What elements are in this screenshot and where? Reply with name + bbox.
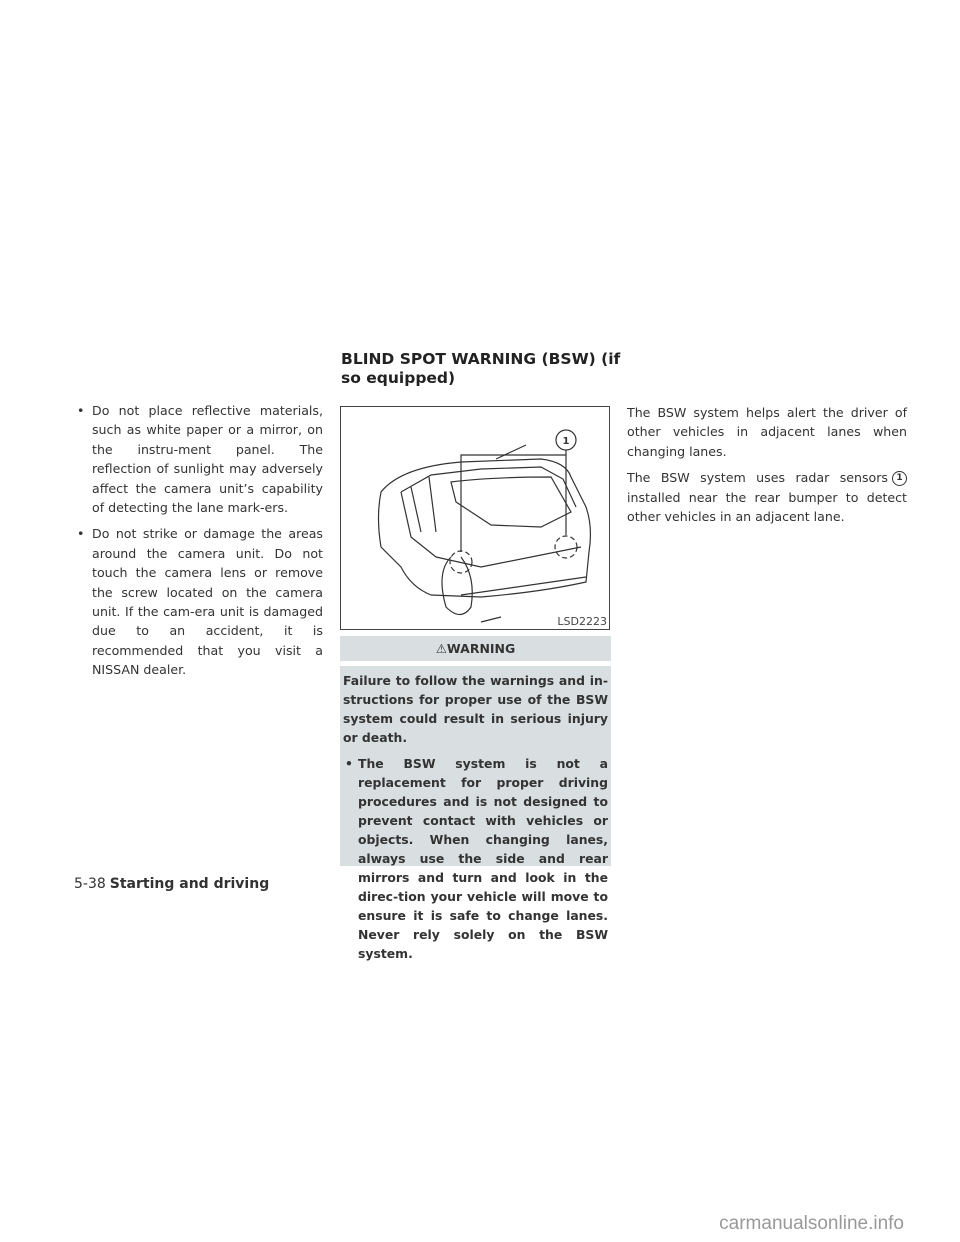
figure-code: LSD2223: [557, 615, 607, 628]
warning-body: [340, 666, 611, 961]
callout-number: 1: [892, 471, 907, 486]
paragraph: The BSW system uses radar sensors 1 installed near the rear bumper to detect other vehicles in an adjacent lane.: [627, 470, 907, 525]
paragraph: The BSW system helps alert the driver of other vehicles in adjacent lanes when changing lanes.: [627, 405, 907, 459]
chapter-title: Starting and driving: [109, 876, 270, 892]
warning-triangle-icon: ⚠: [435, 641, 447, 656]
callout-number: 1: [562, 436, 570, 447]
page-number: 5-38: [74, 876, 106, 892]
list-item: • Do not strike or damage the areas around the camera unit. Do not touch the camera lens or remove the screw located on the camera unit. If the cam-era unit is damaged due to an accident, it is recommended that you visit a NISSAN dealer.: [77, 526, 323, 678]
watermark: carmanualsonline.info: [719, 1213, 904, 1234]
warning-list-item: • The BSW system is not a replacement for proper driving procedures and is not designed to prevent contact with vehicles or objects. When changing lanes, always use the side and rear mirrors and turn and look in the direc-tion your vehicle will move to ensure it is safe to change lanes. Never rely solely on the BSW system.: [345, 756, 608, 961]
warning-intro: Failure to follow the warnings and in-structions for proper use of the BSW system could result in serious injury or death.: [343, 673, 608, 745]
warning-header: ⚠WARNING: [340, 636, 611, 661]
car-rear-illustration: [340, 406, 610, 630]
section-heading: BLIND SPOT WARNING (BSW) (if so equipped): [341, 350, 621, 387]
left-column: [75, 401, 323, 687]
right-column: [627, 403, 907, 533]
car-drawing: [341, 407, 611, 631]
list-item: • Do not place reflective materials, such as white paper or a mirror, on the instru-ment panel. The reflection of sunlight may adversely affect the camera unit’s capability of detecting the lane mark-ers.: [77, 403, 323, 516]
page-footer: [74, 876, 269, 892]
